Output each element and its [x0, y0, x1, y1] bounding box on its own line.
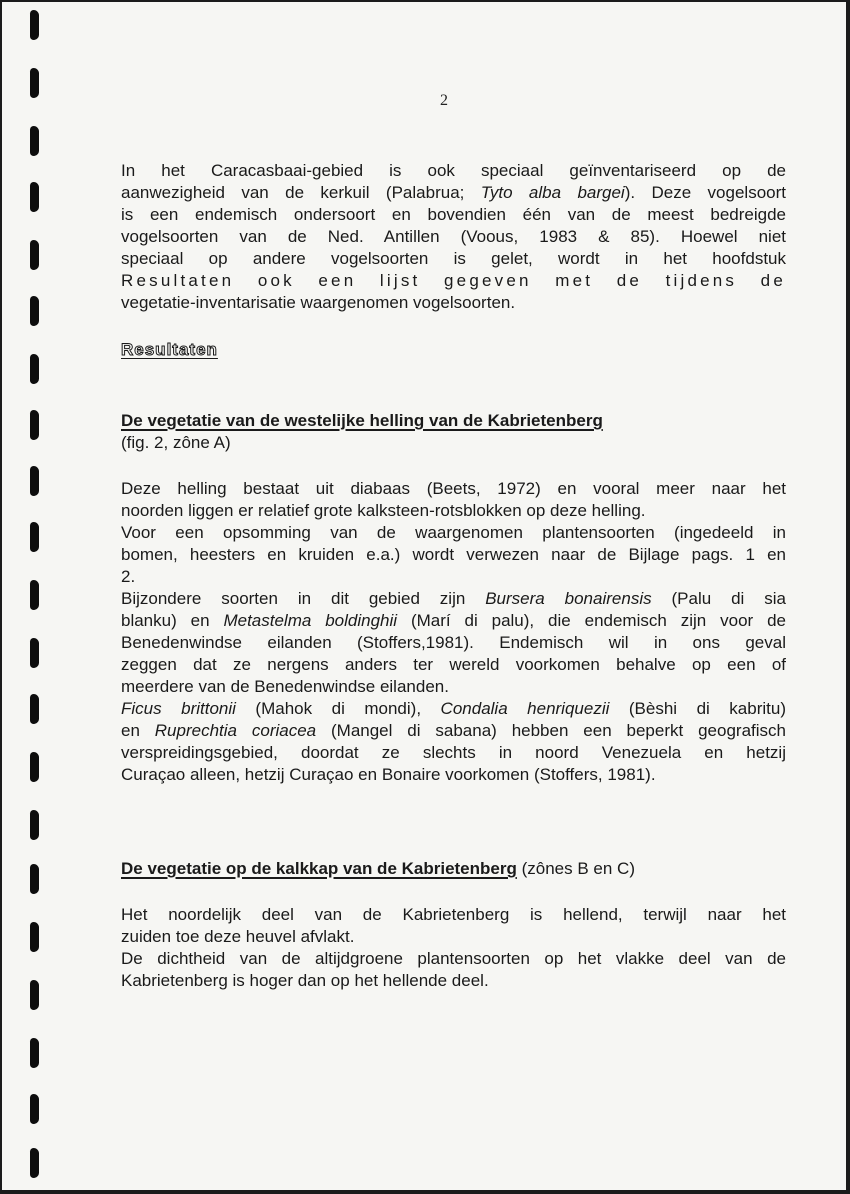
document-page [2, 2, 846, 1190]
section-b-paragraph-1: Het noordelijk deel van de Kabrietenberg is hellend, terwijl naar het zuiden toe deze heuvel afvlakt. [121, 905, 786, 946]
section-b-heading: De vegetatie op de kalkkap van de Kabrietenberg (zônes B en C) [121, 859, 635, 878]
results-title: Resultaten [121, 340, 218, 359]
section-a-paragraph-2: Voor een opsomming van de waargenomen plantensoorten (ingedeeld in bomen, heesters en kruiden e.a.) wordt verwezen naar de Bijlage pags. 1 en 2. [121, 523, 786, 586]
page-number: 2 [440, 92, 448, 109]
section-a-paragraph-3: Bijzondere soorten in dit gebied zijn Bursera bonairensis (Palu di sia blanku) en Metastelma boldinghii (Marí di palu), die endemisch zijn voor de Benedenwindse eilanden (Stoffers,1981). Endemisch wil in ons geval zeggen dat ze nergens anders ter wereld voorkomen behalve op een of meerdere van de Benedenwindse eilanden. [121, 589, 786, 696]
section-b-paragraph-2: De dichtheid van de altijdgroene plantensoorten op het vlakke deel van de Kabrietenberg is hoger dan op het hellende deel. [121, 949, 786, 990]
section-a-paragraph-4: Ficus brittonii (Mahok di mondi), Condalia henriquezii (Bèshi di kabritu) en Ruprechtia coriacea (Mangel di sabana) hebben een beperkt geografisch verspreidingsgebied, doordat ze slechts in noord Venezuela en hetzij Curaçao alleen, hetzij Curaçao en Bonaire voorkomen (Stoffers, 1981). [121, 699, 786, 784]
intro-paragraph: In het Caracasbaai-gebied is ook speciaal geïnventariseerd op de aanwezigheid van de kerkuil (Palabrua; Tyto alba bargei). Deze vogelsoort is een endemisch ondersoort en bovendien één van de meest bedreigde vogelsoorten van de Ned. Antillen (Voous, 1983 & 85). Hoewel niet speciaal op andere vogelsoorten is gelet, wordt in het hoofdstuk Resultaten ook een lijst gegeven met de tijdens de vegetatie-inventarisatie waargenomen vogelsoorten. [121, 161, 786, 312]
section-a-heading: De vegetatie van de westelijke helling van de Kabrietenberg [121, 411, 603, 430]
section-a-paragraph-1: Deze helling bestaat uit diabaas (Beets, 1972) en vooral meer naar het noorden liggen er relatief grote kalksteen-rotsblokken op deze helling. [121, 479, 786, 520]
section-a-subheading: (fig. 2, zône A) [121, 433, 231, 452]
